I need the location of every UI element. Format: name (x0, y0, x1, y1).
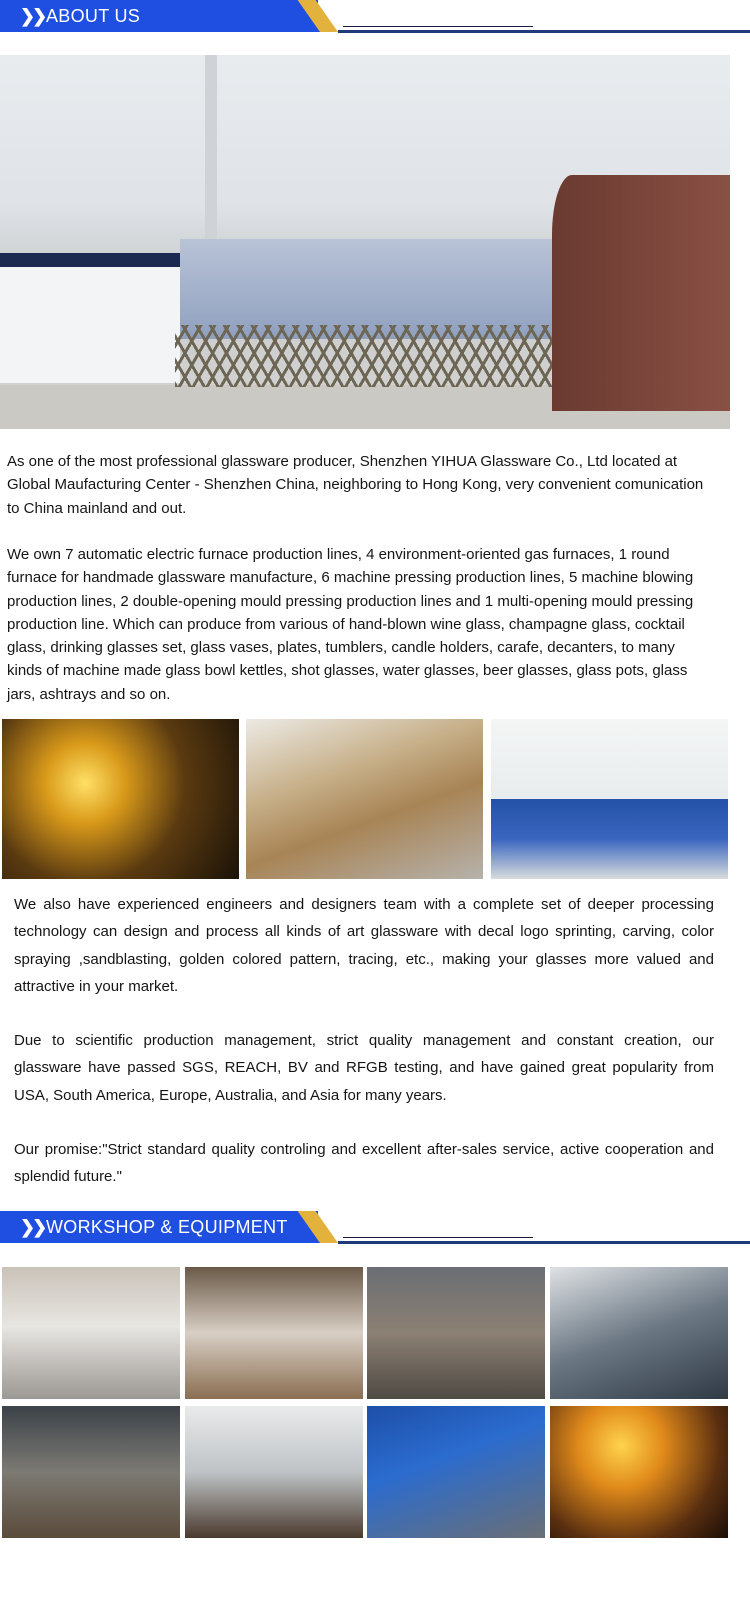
banner-thin-rule (343, 26, 533, 27)
factory-gate-photo (0, 55, 730, 429)
office-photo (491, 719, 728, 879)
chevron-right-icon: ❯❯ (20, 1217, 45, 1237)
banner-thin-rule (343, 1237, 533, 1238)
banner-thick-rule (338, 1241, 750, 1244)
workshop-photo (185, 1267, 363, 1399)
warehouse-photo (246, 719, 483, 879)
about-paragraph-quality: Due to scientific production management, strict quality management and constant creation, our glassware have passed SGS, REACH, BV and RFGB testing, and have gained great popularity from USA, South America, Europe, Australia, and Asia for many years. (14, 1032, 714, 1104)
about-us-banner (0, 0, 750, 34)
section-title: ABOUT US (46, 6, 141, 26)
furnace-photo (2, 719, 239, 879)
workshop-photo (185, 1406, 363, 1538)
workshop-photo (550, 1406, 728, 1538)
workshop-photo (367, 1406, 545, 1538)
workshop-photo (2, 1406, 180, 1538)
about-paragraph-intro: As one of the most professional glassware producer, Shenzhen YIHUA Glassware Co., Ltd located at Global Maufacturing Center - Shenzhen China, neighboring to Hong Kong, very convenient comunication to China mainland and out. (7, 453, 704, 517)
about-paragraph-production: We own 7 automatic electric furnace production lines, 4 environment-oriented gas furnaces, 1 round furnace for handmade glassware manufacture, 6 machine pressing production lines, 5 machine blowing production lines, 2 double-opening mould pressing production lines and 1 multi-opening mould pressing production line. Which can produce from various of hand-blown wine glass, champagne glass, cocktail glass, drinking glasses set, glass vases, plates, tumblers, candle holders, carafe, decanters, to many kinds of machine made glass bowl kettles, shot glasses, water glasses, beer glasses, glass pots, glass jars, ashtrays and so on. (7, 546, 694, 703)
section-title: WORKSHOP & EQUIPMENT (46, 1217, 288, 1237)
workshop-photo (2, 1267, 180, 1399)
workshop-photo (550, 1267, 728, 1399)
workshop-banner (0, 1211, 750, 1245)
chevron-right-icon: ❯❯ (20, 6, 45, 26)
banner-thick-rule (338, 30, 750, 33)
about-paragraph-promise: Our promise:"Strict standard quality controling and excellent after-sales service, active cooperation and splendid future." (14, 1141, 714, 1186)
about-paragraph-design: We also have experienced engineers and designers team with a complete set of deeper processing technology can design and process all kinds of art glassware with decal logo sprinting, carving, color spraying ,sandblasting, golden colored pattern, tracing, etc., making your glasses more valued and attractive in your market. (14, 896, 714, 995)
workshop-photo (367, 1267, 545, 1399)
